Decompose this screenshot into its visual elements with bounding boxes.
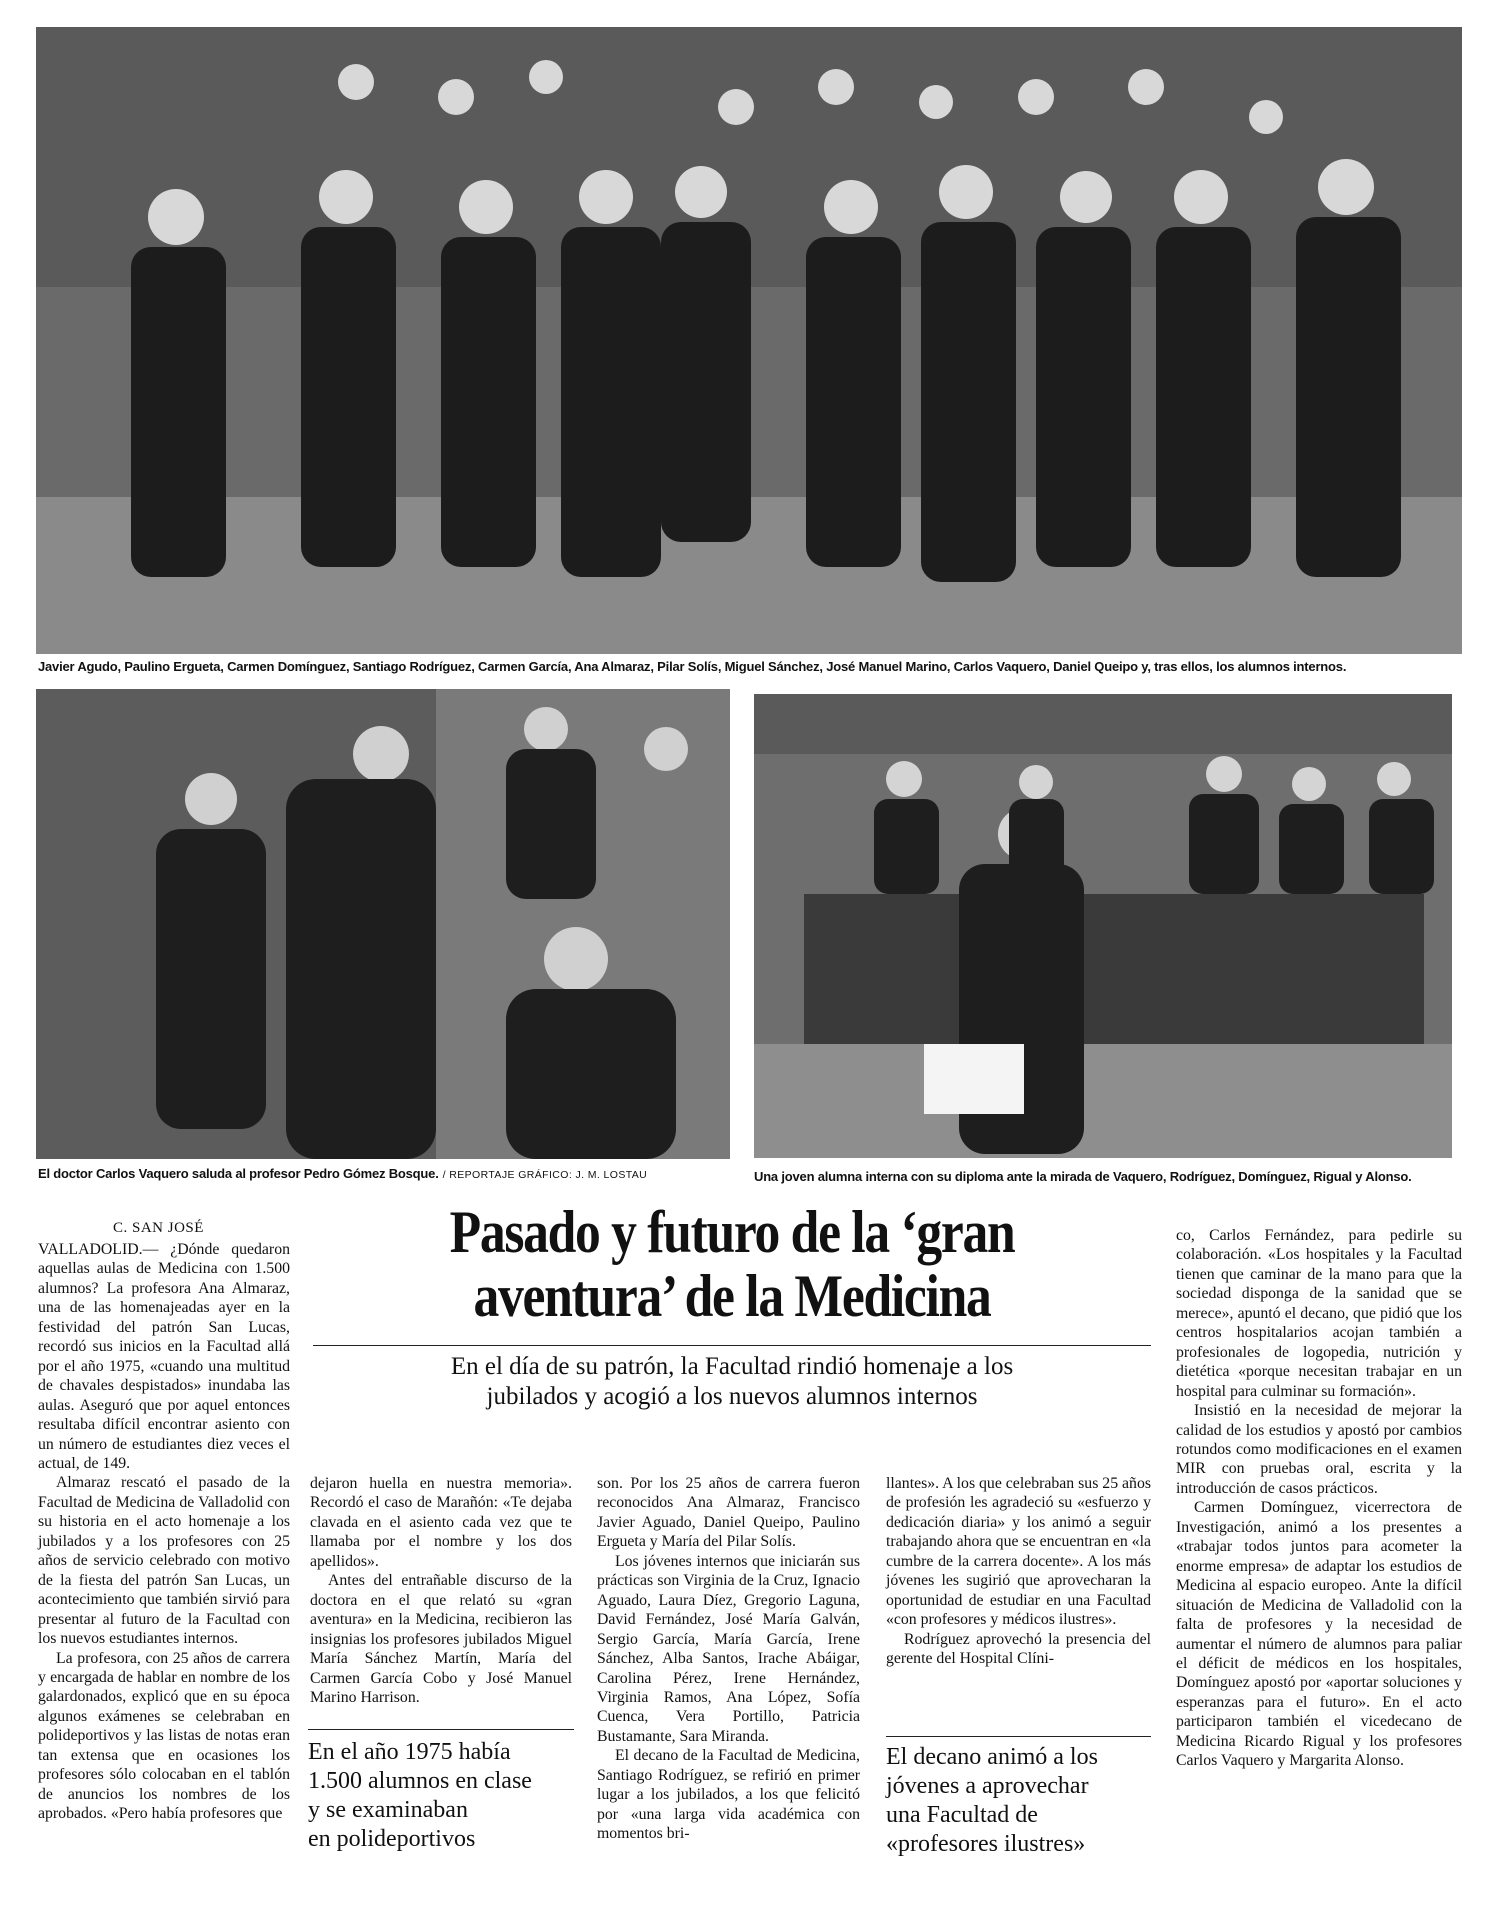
- headline: [372, 1200, 1093, 1328]
- pull-quote-line: una Facultad de: [886, 1802, 1038, 1828]
- photo-credit: / REPORTAJE GRÁFICO: J. M. LOSTAU: [442, 1169, 648, 1181]
- headline-line-2: aventura’ de la Medicina: [473, 1263, 991, 1329]
- paragraph: son. Por los 25 años de carrera fueron reconocidos Ana Almaraz, Francisco Javier Aguado, Daniel Queipo, Paulino Ergueta y María del Pilar Solís.: [597, 1475, 860, 1551]
- article-column-4: [886, 1474, 1151, 1669]
- headline-line-1: Pasado y futuro de la ‘gran: [449, 1199, 1015, 1265]
- diploma-photo: [754, 694, 1452, 1158]
- article-column-1: [38, 1240, 290, 1824]
- pull-quote-rule: [886, 1736, 1151, 1737]
- paragraph: Insistió en la necesidad de mejorar la calidad de los estudios y apostó por cambios rotundos como modificaciones en el examen MIR con pruebas oral, escrita y la introducción de casos prácticos.: [1176, 1402, 1462, 1497]
- pull-quote-right: [886, 1743, 1151, 1859]
- pull-quote-line: jóvenes a aprovechar: [886, 1773, 1089, 1799]
- greeting-photo: [36, 689, 730, 1159]
- article-column-2: [310, 1474, 572, 1707]
- article-column-5: [1176, 1226, 1462, 1771]
- paragraph: Antes del entrañable discurso de la doctora en el que relató su «gran aventura» en la Medicina, recibieron las insignias los profesores jubilados Miguel María Sánchez Martín, María del Carmen García Cobo y José Manuel Marino Harrison.: [310, 1572, 572, 1706]
- paragraph: Los jóvenes internos que iniciarán sus prácticas son Virginia de la Cruz, Ignacio Aguado, Laura Díez, Gregorio Laguna, David Fernández, José María Galván, Sergio García, María García, Irene Sánchez, Alba Santos, Irache Abáigar, Carolina Pérez, Irene Hernández, Virginia Ramos, Ana López, Sofía Cuenca, Vera Portillo, Patricia Bustamante, Sara Miranda.: [597, 1552, 860, 1745]
- subhead-line-1: En el día de su patrón, la Facultad rindió homenaje a los: [450, 1353, 1014, 1380]
- article-column-3: [597, 1474, 860, 1844]
- pull-quote-line: 1.500 alumnos en clase: [308, 1768, 532, 1794]
- top-photo-caption: Javier Agudo, Paulino Ergueta, Carmen Domínguez, Santiago Rodríguez, Carmen García, Ana Almaraz, Pilar Solís, Miguel Sánchez, José Manuel Marino, Carlos Vaquero, Daniel Queipo y, tras ellos, los alumnos internos.: [38, 659, 1347, 674]
- left-caption-text: El doctor Carlos Vaquero saluda al profesor Pedro Gómez Bosque.: [38, 1166, 439, 1181]
- subheadline: [318, 1352, 1146, 1412]
- paragraph: llantes». A los que celebraban sus 25 años de profesión les agradeció su «esfuerzo y dedicación diaria» y los animó a seguir trabajando ahora que se encuentran en «la cumbre de la carrera docente». A los más jóvenes les sugirió que aprovecharan la oportunidad de estudiar en una Facultad «con profesores y médicos ilustres».: [886, 1475, 1151, 1629]
- paragraph: VALLADOLID.— ¿Dónde quedaron aquellas aulas de Medicina con 1.500 alumnos? La profesora Ana Almaraz, una de las homenajeadas ayer en la festividad del patrón San Lucas, recordó sus inicios en la Facultad allá por el año 1975, «cuando una multitud de chavales despistados» inundaba las aulas. Aseguró que por aquel entonces resultaba difícil encontrar asiento con un número de estudiantes diez veces el actual, de 149.: [38, 1241, 290, 1472]
- pull-quote-rule: [308, 1729, 574, 1730]
- subhead-line-2: jubilados y acogió a los nuevos alumnos internos: [486, 1383, 978, 1410]
- paragraph: El decano de la Facultad de Medicina, Santiago Rodríguez, se refirió en primer lugar a los jubilados, a los que felicitó por «una larga vida académica con momentos bri-: [597, 1747, 860, 1843]
- right-photo-caption: Una joven alumna interna con su diploma ante la mirada de Vaquero, Rodríguez, Domínguez, Rigual y Alonso.: [754, 1169, 1412, 1184]
- paragraph: Carmen Domínguez, vicerrectora de Investigación, animó a los presentes a «trabajar todos juntos para acometer la enorme empresa» de adaptar los estudios de Medicina al espacio europeo. Ante la difícil situación de Medicina de Valladolid con la falta de profesores y la necesidad de aumentar el número de alumnos para paliar el déficit de médicos en los hospitales, Domínguez apostó por «aportar soluciones y esperanzas para el futuro». En el acto participaron también el vicedecano de Medicina Ricardo Rigual y los profesores Carlos Vaquero y Margarita Alonso.: [1176, 1499, 1462, 1770]
- pull-quote-line: «profesores ilustres»: [886, 1831, 1086, 1857]
- left-photo-caption: [38, 1166, 647, 1183]
- byline: C. SAN JOSÉ: [113, 1220, 204, 1236]
- paragraph: Almaraz rescató el pasado de la Facultad de Medicina de Valladolid con su historia en el acto homenaje a los jubilados y a los profesores con 25 años de servicio celebrado con motivo de la fiesta del patrón San Lucas, un acontecimiento que también sirvió para presentar al futuro de la Facultad con los nuevos estudiantes internos.: [38, 1474, 290, 1648]
- paragraph: dejaron huella en nuestra memoria». Recordó el caso de Marañón: «Te dejaba clavada en el asiento cada vez que te llamaba por el nombre y los dos apellidos».: [310, 1475, 572, 1570]
- pull-quote-line: y se examinaban: [308, 1797, 468, 1823]
- pull-quote-left: [308, 1738, 574, 1854]
- paragraph: Rodríguez aprovechó la presencia del gerente del Hospital Clíni-: [886, 1630, 1151, 1668]
- headline-rule: [313, 1345, 1151, 1346]
- pull-quote-line: en polideportivos: [308, 1826, 476, 1852]
- pull-quote-line: El decano animó a los: [886, 1744, 1098, 1770]
- paragraph: La profesora, con 25 años de carrera y encargada de hablar en nombre de los galardonados, explicó que en su época algunos exámenes se celebraban en polideportivos y las listas de notas eran tan extensa que en ocasiones los profesores sólo colocaban en el tablón de anuncios los nombres de los aprobados. «Pero había profesores que: [38, 1649, 290, 1823]
- paragraph: co, Carlos Fernández, para pedirle su colaboración. «Los hospitales y la Facultad tienen que caminar de la mano para que la sociedad disponga de la sanidad que se merece», apuntó el decano, que pidió que los centros hospitalarios acojan también a profesionales de logopedia, nutrición y dietética «porque necesitan trabajar en un hospital para culminar su formación».: [1176, 1227, 1462, 1400]
- group-photo: [36, 27, 1462, 654]
- pull-quote-line: En el año 1975 había: [308, 1739, 511, 1765]
